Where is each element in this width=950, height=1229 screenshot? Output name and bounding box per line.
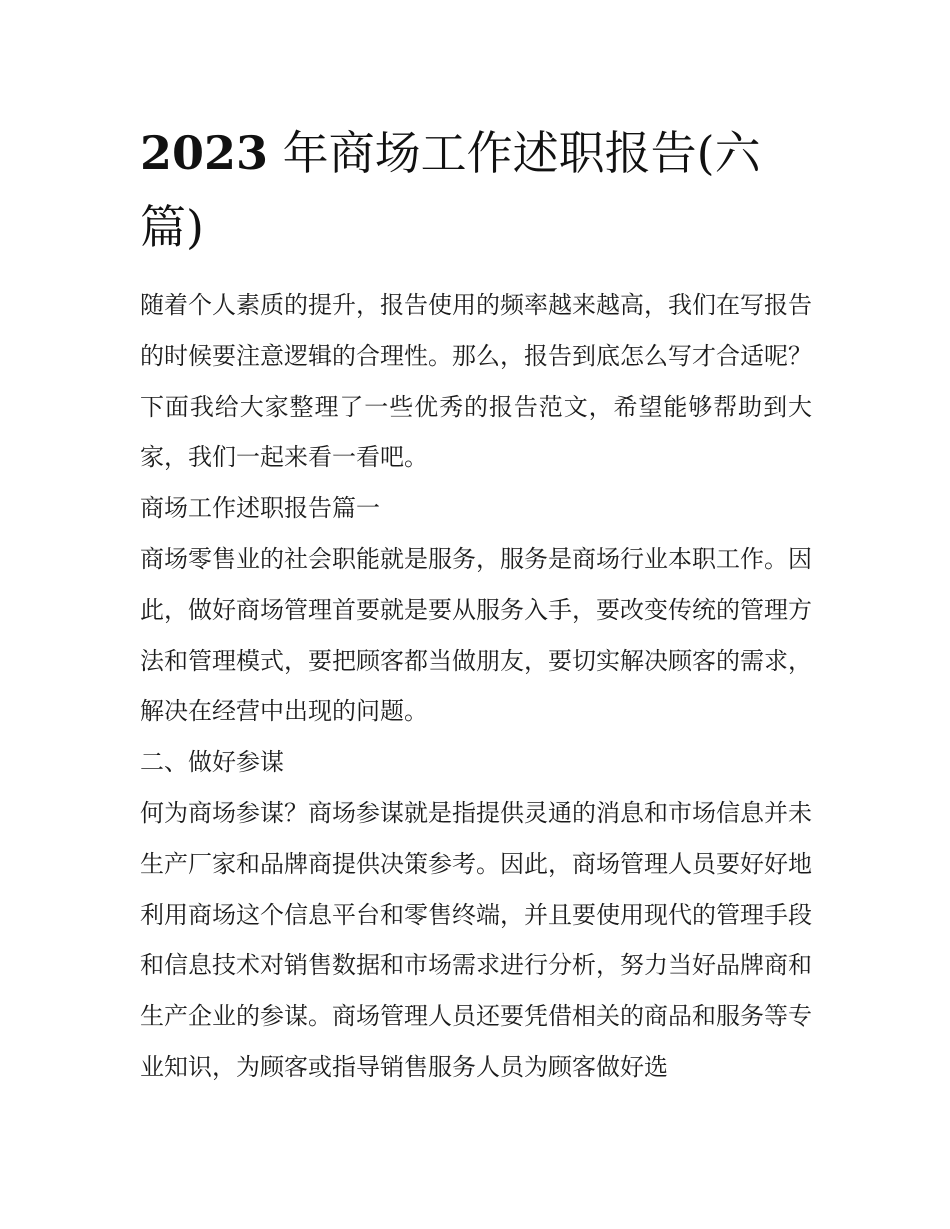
section-heading-part-one: 商场工作述职报告篇一 xyxy=(140,494,380,523)
document-body xyxy=(140,280,812,1093)
title-year: 2023 xyxy=(140,126,269,180)
intro-paragraph: 随着个人素质的提升，报告使用的频率越来越高，我们在写报告的时候要注意逻辑的合理性。那么，报告到底怎么写才合适呢？下面我给大家整理了一些优秀的报告范文，希望能够帮助到大家，我们一起来看一看吧。 xyxy=(140,291,812,472)
section-heading-advisor: 二、做好参谋 xyxy=(140,748,284,777)
body-paragraph: 商场零售业的社会职能就是服务，服务是商场行业本职工作。因此，做好商场管理首要就是要从服务入手，要改变传统的管理方法和管理模式，要把顾客都当做朋友，要切实解决顾客的需求，解决在经营中出现的问题。 xyxy=(140,544,812,726)
body-paragraph: 何为商场参谋？商场参谋就是指提供灵通的消息和市场信息并未生产厂家和品牌商提供决策参考。因此，商场管理人员要好好地利用商场这个信息平台和零售终端，并且要使用现代的管理手段和信息技术对销售数据和市场需求进行分析，努力当好品牌商和生产企业的参谋。商场管理人员还要凭借相关的商品和服务等专业知识，为顾客或指导销售服务人员为顾客做好选 xyxy=(140,798,812,1081)
document-title xyxy=(140,116,820,264)
title-text: 年商场工作述职报告(六篇) xyxy=(140,126,761,254)
